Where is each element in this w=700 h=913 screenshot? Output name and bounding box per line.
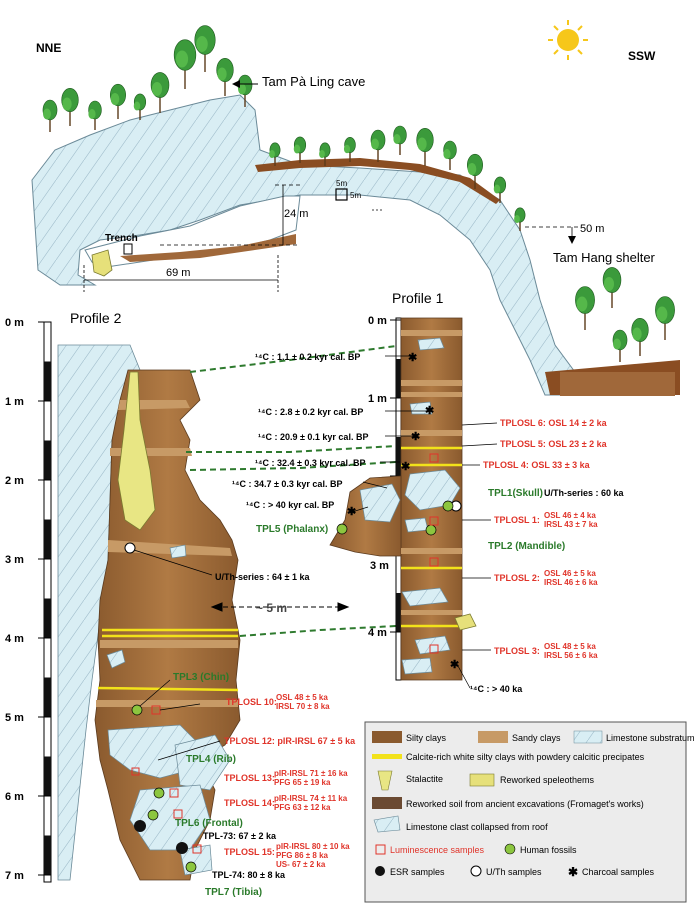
legend-limestone: Limestone substratum: [606, 733, 695, 743]
profile2-ruler: [38, 322, 51, 882]
tree-foliage: [577, 297, 588, 312]
c14-a: ¹⁴C : 1.1 ± 0.2 kyr cal. BP: [255, 352, 361, 362]
profile2-tick-label: 2 m: [5, 475, 24, 487]
tree-foliage: [344, 145, 350, 154]
profile1-tick-label: 3 m: [370, 560, 389, 572]
osl2-line2: IRSL 46 ± 6 ka: [544, 578, 598, 587]
legend-silty: Silty clays: [406, 733, 447, 743]
osl2-name: TPLOSL 2:: [494, 573, 540, 583]
tree-foliage: [468, 163, 477, 175]
osl13-line2: PFG 65 ± 19 ka: [274, 778, 331, 787]
ruler-segment: [396, 359, 401, 398]
tree-foliage: [514, 215, 520, 223]
osl3-line2: IRSL 56 ± 6 ka: [544, 651, 598, 660]
legend-reworked-soil-swatch: [372, 797, 402, 809]
cave-pointer-head: [232, 80, 240, 88]
legend-silty-swatch: [372, 731, 402, 743]
tpl1-fossil-marker: [443, 501, 453, 511]
profile1-tick-label: 1 m: [368, 393, 387, 405]
legend-stalactite: Stalactite: [406, 774, 444, 784]
ruler-segment: [44, 520, 51, 560]
tpl4-fossil-marker: [154, 788, 164, 798]
charcoal-icon: ✱: [408, 352, 418, 364]
tpl73-label: TPL-73: 67 ± 2 ka: [203, 831, 276, 841]
tpl5-label: TPL5 (Phalanx): [256, 524, 329, 535]
osl1-line1: OSL 46 ± 4 ka: [544, 511, 596, 520]
direction-ssw: SSW: [628, 49, 656, 63]
tpl1-uth: U/Th-series : 60 ka: [544, 488, 624, 498]
sun-icon: [548, 20, 588, 60]
tree-foliage: [417, 138, 426, 151]
osl10-name: TPLOSL 10:: [226, 697, 277, 707]
osl5-label: TPLOSL 5: OSL 23 ± 2 ka: [500, 439, 607, 449]
legend-calcite-swatch: [372, 754, 402, 759]
legend-esr: ESR samples: [390, 867, 445, 877]
tree-foliage: [371, 139, 379, 150]
esr-tpl73-marker: [134, 820, 146, 832]
osl15-line2: PFG 86 ± 8 ka: [276, 851, 328, 860]
drop-label: 50 m: [580, 223, 605, 235]
tree-foliage: [88, 109, 95, 119]
c14-g: ¹⁴C : > 40 ka: [470, 684, 523, 694]
tpl6-fossil-marker: [148, 810, 158, 820]
profile2-tick-label: 1 m: [5, 396, 24, 408]
profile1-tick-label: 0 m: [368, 315, 387, 327]
legend-human-icon: [505, 844, 515, 854]
shelter-label: Tam Hang shelter: [553, 250, 655, 265]
tree-foliage: [134, 102, 140, 111]
legend-sandy-swatch: [478, 731, 508, 743]
charcoal-icon: ✱: [450, 659, 460, 671]
depth-label: 24 m: [284, 208, 309, 220]
cave-label: Tam Pà Ling cave: [262, 74, 366, 89]
profile2-title: Profile 2: [70, 310, 122, 326]
tree-foliage: [269, 150, 275, 158]
c14-b: ¹⁴C : 2.8 ± 0.2 kyr cal. BP: [258, 407, 364, 417]
osl3-name: TPLOSL 3:: [494, 646, 540, 656]
legend: [365, 722, 695, 902]
legend-uth-icon: [471, 866, 481, 876]
osl15-line1: pIR-IRSL 80 ± 10 ka: [276, 842, 350, 851]
tree-foliage: [443, 149, 450, 159]
tree-foliage: [176, 51, 188, 68]
tree-foliage: [319, 150, 325, 158]
tree-foliage: [111, 93, 120, 105]
legend-human: Human fossils: [520, 845, 577, 855]
tree-foliage: [494, 185, 500, 194]
legend-charcoal-icon: ✱: [568, 865, 579, 879]
trench-label: Trench: [105, 233, 138, 244]
scale-v-label: 5m: [336, 179, 348, 188]
tpl7-fossil-marker: [186, 862, 196, 872]
legend-uth: U/Th samples: [486, 867, 542, 877]
direction-nne: NNE: [36, 41, 62, 55]
charcoal-icon: ✱: [347, 506, 357, 518]
c14-f: ¹⁴C : > 40 kyr cal. BP: [246, 500, 335, 510]
profile2-tick-labels: [5, 317, 24, 882]
osl3-line1: OSL 48 ± 5 ka: [544, 642, 596, 651]
osl6-label: TPLOSL 6: OSL 14 ± 2 ka: [500, 418, 607, 428]
profile1-tick-label: 4 m: [368, 627, 387, 639]
tree-foliage: [657, 307, 668, 322]
distance-label: 69 m: [166, 267, 191, 279]
legend-reworked-soil: Reworked soil from ancient excavations (Fromaget's works): [406, 799, 644, 809]
tree-foliage: [43, 109, 51, 120]
profile2-tick-label: 3 m: [5, 554, 24, 566]
c14-c: ¹⁴C : 20.9 ± 0.1 kyr cal. BP: [258, 432, 369, 442]
ruler-segment: [396, 593, 401, 632]
profile2-tick-label: 0 m: [5, 317, 24, 329]
c14-e: ¹⁴C : 34.7 ± 0.3 kyr cal. BP: [232, 479, 343, 489]
shelter-sediment: [560, 372, 675, 396]
esr-tpl74-marker: [176, 842, 188, 854]
speleothem: [92, 250, 112, 276]
tpl1-label: TPL1(Skull): [488, 488, 544, 499]
tree-foliage: [294, 145, 300, 154]
legend-limestone-swatch: [574, 731, 602, 743]
profile2-tick-label: 7 m: [5, 870, 24, 882]
charcoal-icon: ✱: [425, 405, 435, 417]
tree-foliage: [196, 36, 208, 52]
tree-foliage: [632, 328, 641, 341]
tpl74-label: TPL-74: 80 ± 8 ka: [212, 870, 285, 880]
tpl4-label: TPL4 (Rib): [186, 754, 236, 765]
legend-calcite: Calcite-rich white silty clays with powdery calcitic precipates: [406, 752, 645, 762]
osl14-line2: PFG 63 ± 12 ka: [274, 803, 331, 812]
tree-foliage: [393, 134, 400, 144]
drop-arrow: [568, 236, 576, 244]
osl15-name: TPLOSL 15:: [224, 847, 275, 857]
legend-speleothems: Reworked speleothems: [500, 775, 595, 785]
osl2-line1: OSL 46 ± 5 ka: [544, 569, 596, 578]
profile2-uth: U/Th-series : 64 ± 1 ka: [215, 572, 310, 582]
osl4-label: TPLOSL 4: OSL 33 ± 3 ka: [483, 460, 590, 470]
tpl2-label: TPL2 (Mandible): [488, 541, 566, 552]
osl1-line2: IRSL 43 ± 7 ka: [544, 520, 598, 529]
tree-foliage: [217, 68, 226, 81]
osl14-name: TPLOSL 14:: [224, 798, 275, 808]
tree-foliage: [152, 82, 162, 96]
ruler-segment: [44, 441, 51, 481]
tree-foliage: [62, 98, 71, 111]
tpl5-fossil-marker: [337, 524, 347, 534]
ruler-segment: [44, 836, 51, 876]
ruler-segment: [44, 678, 51, 718]
profile2-tick-label: 4 m: [5, 633, 24, 645]
profile2-tick-label: 5 m: [5, 712, 24, 724]
charcoal-icon: ✱: [411, 431, 421, 443]
legend-luminescence: Luminescence samples: [390, 845, 485, 855]
legend-speleothem-swatch: [470, 774, 494, 786]
c14-d: ¹⁴C : 32.4 ± 0.3 kyr cal. BP: [255, 458, 366, 468]
legend-clast: Limestone clast collapsed from roof: [406, 822, 548, 832]
osl10-line1: OSL 48 ± 5 ka: [276, 693, 328, 702]
osl10-line2: IRSL 70 ± 8 ka: [276, 702, 330, 711]
ruler-segment: [44, 362, 51, 402]
osl14-line1: pIR-IRSL 74 ± 11 ka: [274, 794, 348, 803]
legend-esr-icon: [375, 866, 385, 876]
tree-foliage: [613, 339, 621, 350]
tree-foliage: [604, 277, 614, 291]
scale-h-label: 5m: [350, 191, 362, 200]
profile2-tick-label: 6 m: [5, 791, 24, 803]
osl15-line3: US- 67 ± 2 ka: [276, 860, 326, 869]
legend-sandy: Sandy clays: [512, 733, 561, 743]
tpl2-fossil-marker: [426, 525, 436, 535]
charcoal-icon: ✱: [401, 461, 411, 473]
legend-charcoal: Charcoal samples: [582, 867, 655, 877]
osl13-name: TPLOSL 13:: [224, 773, 275, 783]
tpl3-fossil-marker: [132, 705, 142, 715]
spacing-label: ~ 5 m: [256, 601, 288, 615]
osl1-name: TPLOSL 1:: [494, 515, 540, 525]
ruler-segment: [44, 599, 51, 639]
osl12-label: TPLOSL 12: pIR-IRSL 67 ± 5 ka: [224, 736, 356, 746]
tpl7-label: TPL7 (Tibia): [205, 887, 263, 898]
profile1-title: Profile 1: [392, 290, 444, 306]
uth-sample-marker: [125, 543, 135, 553]
tpl3-label: TPL3 (Chin): [173, 672, 230, 683]
ruler-segment: [44, 757, 51, 797]
osl13-line1: pIR-IRSL 71 ± 16 ka: [274, 769, 348, 778]
tpl6-label: TPL6 (Frontal): [175, 818, 243, 829]
